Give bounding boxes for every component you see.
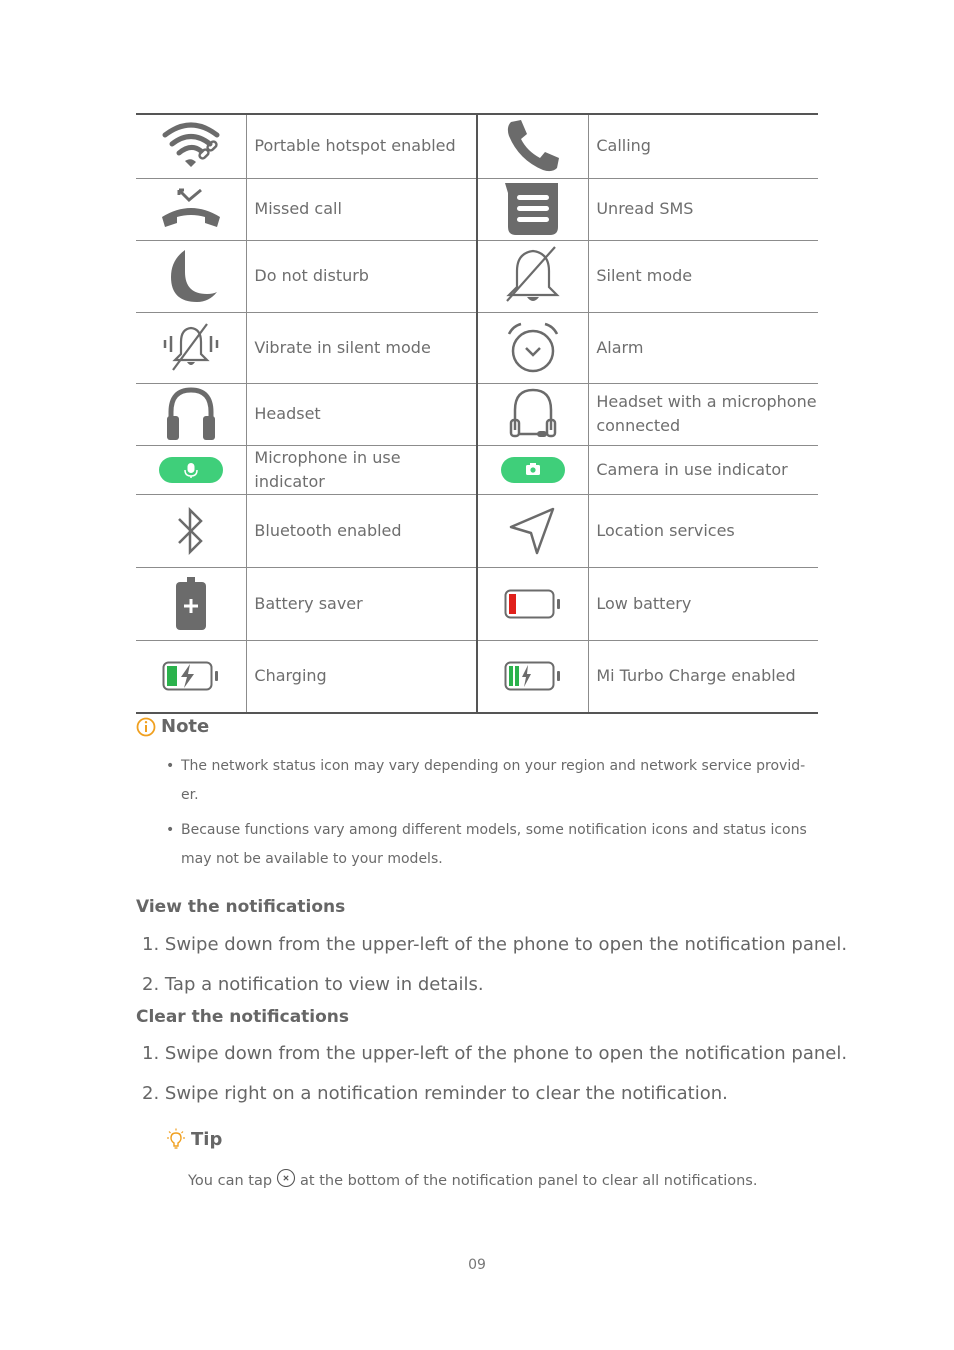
vibrate-bell-off-icon bbox=[161, 320, 221, 376]
headset-mic-icon bbox=[507, 386, 559, 442]
list-item: 2. Swipe right on a notification reminder to clear the notification. bbox=[142, 1083, 728, 1104]
lightbulb-icon bbox=[165, 1128, 187, 1150]
icon-cell bbox=[136, 640, 247, 713]
table-cell-label: Camera in use indicator bbox=[589, 445, 818, 494]
moon-icon bbox=[163, 248, 219, 304]
icon-cell bbox=[136, 383, 247, 445]
table-row bbox=[136, 494, 818, 567]
tip-title: Tip bbox=[191, 1128, 223, 1150]
hotspot-icon bbox=[159, 121, 223, 171]
table-cell-label: Vibrate in silent mode bbox=[247, 312, 477, 383]
table-cell-label: Silent mode bbox=[589, 240, 818, 312]
table-cell-label: Location services bbox=[589, 494, 818, 567]
alarm-clock-icon bbox=[505, 320, 561, 376]
table-cell-label: Do not disturb bbox=[247, 240, 477, 312]
icon-cell bbox=[136, 445, 247, 494]
icon-cell bbox=[477, 383, 589, 445]
table-cell-label: Headset bbox=[247, 383, 477, 445]
microphone-pill-icon bbox=[159, 457, 223, 483]
list-item: 1. Swipe down from the upper-left of the phone to open the notification panel. bbox=[142, 1043, 848, 1064]
icon-cell bbox=[136, 178, 247, 240]
list-item: • The network status icon may vary depending on your region and network service provid-er. bbox=[166, 752, 816, 810]
icon-cell bbox=[477, 312, 589, 383]
status-icon-table bbox=[136, 113, 818, 714]
icon-cell bbox=[477, 567, 589, 640]
table-cell-label: Mi Turbo Charge enabled bbox=[589, 640, 818, 713]
headset-icon bbox=[165, 386, 217, 442]
missed-call-icon bbox=[159, 187, 223, 231]
view-notifications-heading: View the notifications bbox=[136, 897, 346, 917]
tip-heading bbox=[165, 1128, 222, 1150]
bluetooth-icon bbox=[175, 505, 207, 557]
note-bullet-list bbox=[166, 752, 816, 880]
table-cell-label: Calling bbox=[589, 114, 818, 178]
note-title: Note bbox=[161, 716, 210, 737]
table-row bbox=[136, 567, 818, 640]
phone-call-icon bbox=[505, 118, 561, 174]
note-heading bbox=[136, 716, 209, 737]
sms-icon bbox=[505, 181, 561, 237]
icon-cell bbox=[477, 445, 589, 494]
table-row bbox=[136, 178, 818, 240]
table-cell-label: Low battery bbox=[589, 567, 818, 640]
tip-text bbox=[188, 1168, 757, 1194]
table-row bbox=[136, 240, 818, 312]
icon-cell bbox=[477, 494, 589, 567]
page-number: 09 bbox=[468, 1257, 486, 1273]
battery-saver-icon bbox=[175, 577, 207, 631]
table-row bbox=[136, 312, 818, 383]
list-item: 2. Tap a notification to view in details. bbox=[142, 974, 484, 995]
table-cell-label: Portable hotspot enabled bbox=[247, 114, 477, 178]
location-arrow-icon bbox=[507, 505, 559, 557]
bell-off-icon bbox=[503, 245, 563, 307]
tip-text-after: at the bottom of the notification panel to clear all notifications. bbox=[300, 1173, 758, 1189]
info-icon bbox=[136, 717, 156, 737]
clear-steps-list bbox=[142, 1042, 847, 1122]
table-cell-label: Missed call bbox=[247, 178, 477, 240]
icon-cell bbox=[477, 640, 589, 713]
charging-battery-icon bbox=[162, 661, 220, 691]
table-row bbox=[136, 640, 818, 713]
table-cell-label: Unread SMS bbox=[589, 178, 818, 240]
table-cell-label: Microphone in use indicator bbox=[247, 445, 477, 494]
table-cell-label: Battery saver bbox=[247, 567, 477, 640]
table-row bbox=[136, 383, 818, 445]
list-item: • Because functions vary among different models, some notification icons and status icons may not be available to your models. bbox=[166, 816, 816, 874]
table-cell-label: Bluetooth enabled bbox=[247, 494, 477, 567]
clear-notifications-heading: Clear the notifications bbox=[136, 1007, 350, 1027]
icon-cell bbox=[477, 178, 589, 240]
low-battery-icon bbox=[504, 589, 562, 619]
clear-all-icon bbox=[276, 1168, 296, 1188]
list-item: 1. Swipe down from the upper-left of the phone to open the notification panel. bbox=[142, 934, 848, 955]
table-row bbox=[136, 445, 818, 494]
icon-cell bbox=[136, 114, 247, 178]
table-cell-label: Alarm bbox=[589, 312, 818, 383]
icon-cell bbox=[136, 567, 247, 640]
view-steps-list bbox=[142, 933, 847, 1013]
icon-cell bbox=[136, 494, 247, 567]
table-cell-label: Charging bbox=[247, 640, 477, 713]
icon-cell bbox=[477, 240, 589, 312]
icon-cell bbox=[136, 240, 247, 312]
icon-cell bbox=[477, 114, 589, 178]
tip-text-before: You can tap bbox=[188, 1173, 273, 1189]
turbo-charge-icon bbox=[504, 661, 562, 691]
table-row bbox=[136, 114, 818, 178]
icon-cell bbox=[136, 312, 247, 383]
table-cell-label: Headset with a microphone connected bbox=[589, 383, 818, 445]
camera-pill-icon bbox=[501, 457, 565, 483]
